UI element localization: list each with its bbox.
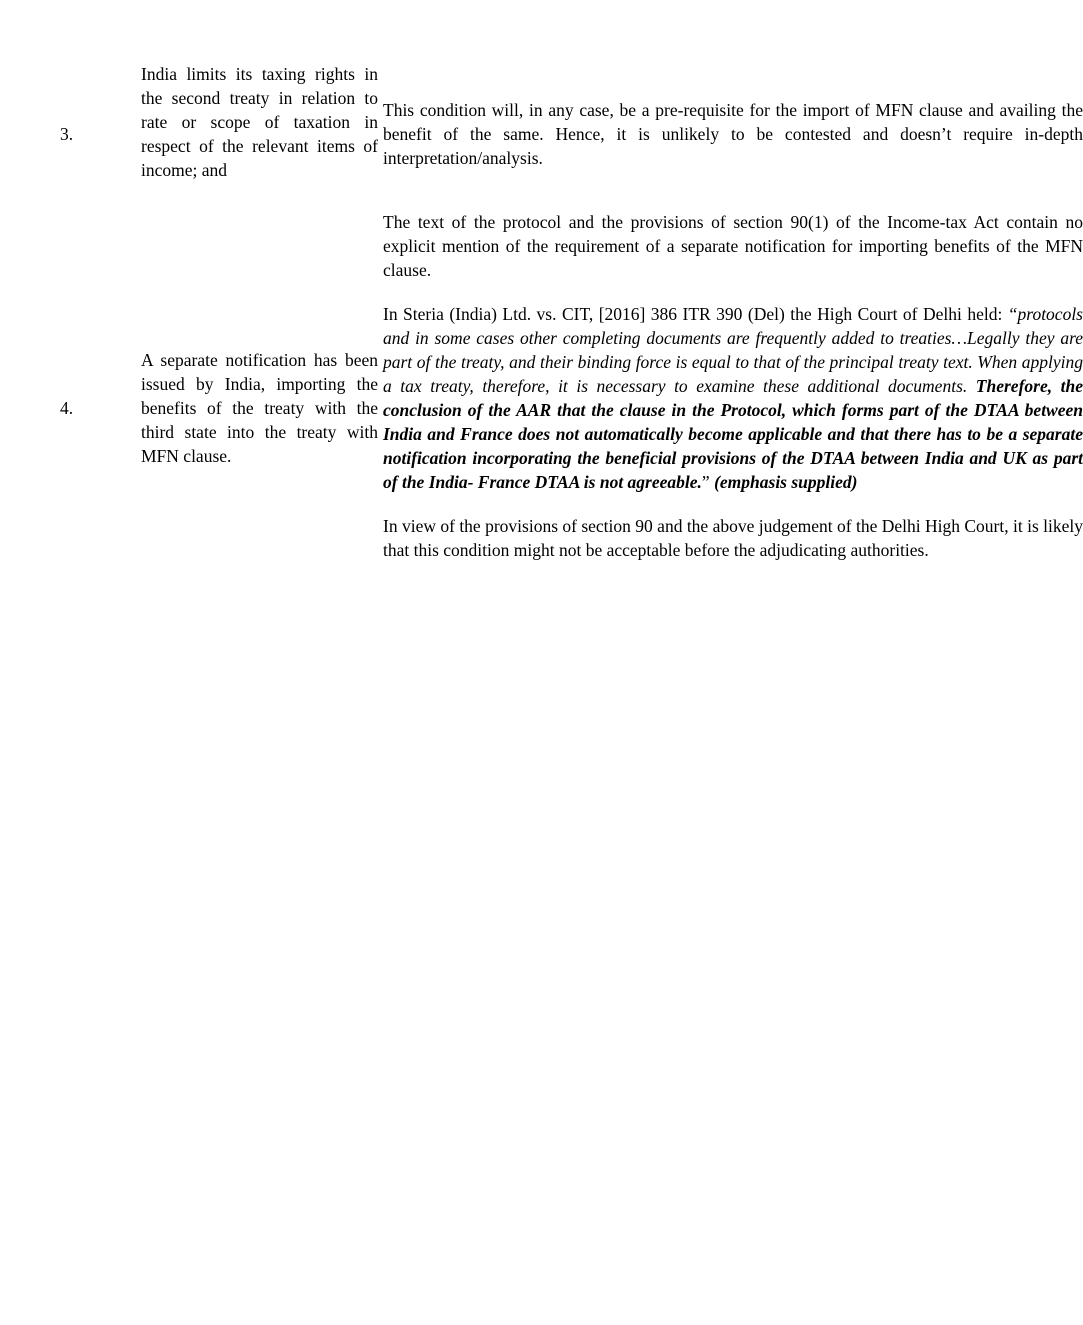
quote-bold: Therefore, the conclusion of the AAR that the clause in the Protocol, which forms part of the DTAA between India and France does not automatically become applicable and that there has to be a separate notification incorporating the beneficial provisions of the DTAA between India and UK as part of the India- France DTAA is not agreeable. bbox=[383, 376, 1083, 492]
quote-close: ” bbox=[701, 472, 715, 492]
quote-italic: “protocols and in some cases other completing documents are frequently added to treaties…Legally they are part of the treaty, and their binding force is equal to that of the principal treaty text. When applying a tax treaty, therefore, it is necessary to examine these additional documents. bbox=[383, 304, 1083, 396]
condition-text: A separate notification has been issued by India, importing the benefits of the treaty with the third state into the treaty with MFN clause. bbox=[141, 350, 378, 466]
analysis-paragraph: The text of the protocol and the provisions of section 90(1) of the Income-tax Act contain no explicit mention of the requirement of a separate notification for importing benefits of the MFN clause. bbox=[383, 212, 1083, 280]
emphasis-note: (emphasis supplied) bbox=[714, 472, 858, 492]
analysis-paragraph-quote bbox=[383, 302, 1083, 494]
condition-text: India limits its taxing rights in the second treaty in relation to rate or scope of taxation in respect of the relevant items of income; and bbox=[141, 64, 378, 180]
analysis-paragraph: In view of the provisions of section 90 and the above judgement of the Delhi High Court, it is likely that this condition might not be acceptable before the adjudicating authorities. bbox=[383, 516, 1083, 560]
analysis-text bbox=[383, 98, 1083, 170]
quote-intro: In Steria (India) Ltd. vs. CIT, [2016] 386 ITR 390 (Del) the High Court of Delhi held: bbox=[383, 304, 1008, 324]
row-number: 3. bbox=[60, 124, 74, 144]
analysis-text bbox=[383, 210, 1083, 562]
analysis-paragraph: This condition will, in any case, be a pre-requisite for the import of MFN clause and availing the benefit of the same. Hence, it is unlikely to be contested and doesn’t require in-depth interpretation/analysis. bbox=[383, 100, 1083, 168]
row-number: 4. bbox=[60, 398, 74, 418]
